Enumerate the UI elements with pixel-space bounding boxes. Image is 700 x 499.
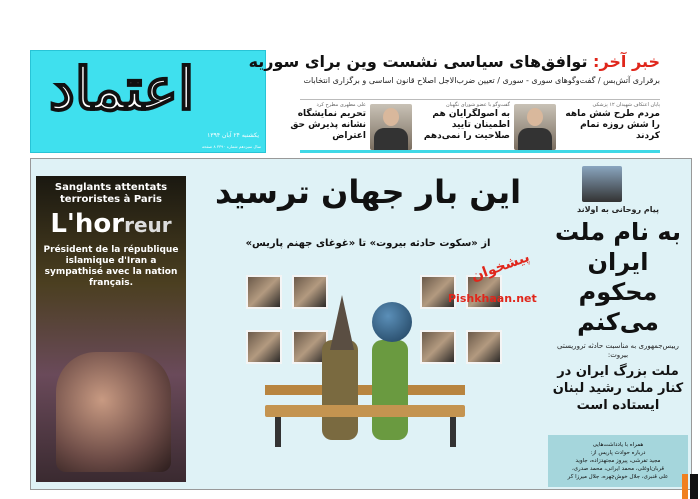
top-news-label: خبر آخر: [593,52,660,71]
teaser-kicker: گفت‌وگو با عضو شورای نگهبان [445,102,510,108]
eiffel-tower-head [330,295,354,350]
main-headline[interactable]: این بار جهان ترسید [214,173,522,211]
frame [246,275,282,309]
ad-big [36,208,186,241]
frame [420,330,456,364]
watermark-en: Pishkhaan.net [448,292,537,305]
issue-date: یکشنبه ۲۴ آبان ۱۳۹۴ [207,132,259,139]
issue-info: سال سیزدهم شماره ۳۳۹۰ ۸ صفحه [202,144,261,149]
divider [300,150,660,153]
box-line: قربان‌اوغلی، محمد ایرانی، محمد صدری، [571,466,665,472]
top-news-title: توافق‌های سیاسی نشست وین برای سوریه [248,52,588,71]
right-kicker2: رییس‌جمهوری به مناسبت حادثه تروریستی بیروت: [557,342,679,359]
logo-wordmark: اعتماد [49,55,195,123]
bench-leg [450,417,456,447]
teaser-kicker: پایان اعتکاف شهیدان ۱۲ پزشکی [592,102,660,108]
color-stripe [682,474,688,499]
ad-big-b: reur [124,213,172,237]
teaser-photo [514,104,556,150]
box-line: همراه با یادداشت‌هایی [592,442,644,448]
globe-head [372,302,412,342]
frame [466,330,502,364]
main-subhead: از «سکوت حادثه بیروت» تا «غوغای جهنم پاریس» [245,238,491,249]
watermark-fa: پیشخوان [469,249,532,285]
teaser-kicker: علی مطهری مطرح کرد [316,102,366,108]
bench [265,405,465,417]
box-line: علی قنبری، جلال خوش‌چهره، جلال میرزا کر [567,474,669,480]
top-news-subline: برقراری آتش‌بس / گفت‌وگوهای سوری - سوری / تعیین ضرب‌الاجل اصلاح قانون اساسی و برگزاری انتخابات [303,76,660,85]
ad-photo [56,352,171,472]
top-news-headline [249,52,660,72]
teaser-title: تحریم نمایشگاه نشانه پذیرش حق اعتراض [290,109,366,141]
color-stripe [690,474,698,499]
right-column [546,165,690,414]
ad-big-a: L'hor [50,209,125,239]
ad-line1: Sanglants attentats terroristes à Paris [54,182,168,205]
teaser-photo [370,104,412,150]
french-ad [36,176,186,482]
teaser-title: به اصولگرایان هم اطمینان تایید صلاحیت را نمی‌دهم [423,109,510,141]
ad-line2: Président de la république islamique d'Iran a sympathisé avec la nation français. [43,245,179,288]
box-line: درباره حوادث پاریس از: [590,450,646,456]
right-headline[interactable]: به نام ملت ایران محکوم می‌کنم [555,218,681,336]
teaser[interactable] [562,102,660,142]
frame [246,330,282,364]
frame [292,275,328,309]
box-line: مجید تفرشی، پیروز مجتهدزاده، جاوید [575,458,661,464]
masthead-logo [30,50,266,153]
teaser[interactable] [416,102,510,142]
notes-box [548,435,688,487]
right-subheadline: ملت بزرگ ایران در کنار ملت رشید لبنان ایستاده است [552,364,684,413]
divider [300,99,660,100]
teaser[interactable] [280,102,366,142]
cartoon-figure [322,340,358,440]
bench-back [265,385,465,395]
cartoon-figure [372,340,408,440]
teaser-title: مردم طرح شش ماهه را شش روزه تمام کردند [565,109,660,141]
right-kicker: پیام روحانی به اولاند [576,205,660,214]
bench-leg [275,417,281,447]
